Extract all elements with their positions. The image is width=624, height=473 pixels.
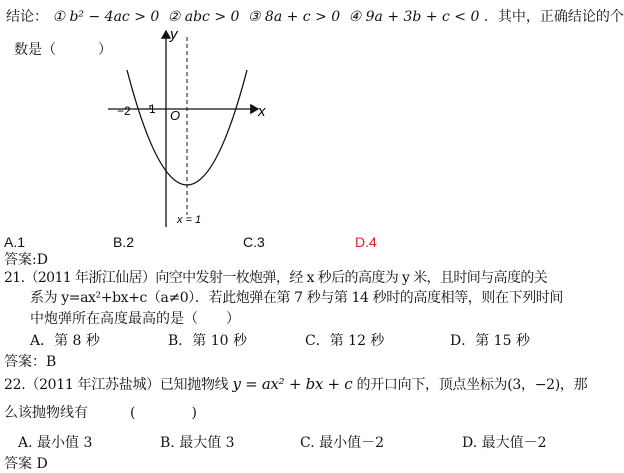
q21-option-d: D．第 15 秒 [450, 333, 530, 349]
q20-option-d: D.4 [355, 234, 377, 250]
condition-4: ④ 9a + 3b + c < 0 [348, 9, 480, 25]
q22-line-1-post: 的开口向下，顶点坐标为(3，−2)，那 [352, 377, 588, 393]
q20-option-c: C.3 [243, 234, 265, 250]
q20-option-a: A.1 [4, 234, 26, 250]
q20-option-b: B.2 [113, 234, 135, 250]
q22-line-2: 么该抛物线有 ( ) [4, 405, 197, 421]
conditions-suffix: ．其中，正确结论的个 [483, 9, 624, 25]
q21-option-b: B．第 10 秒 [168, 333, 248, 349]
conditions-prefix: 结论： [6, 9, 48, 25]
tick-label-neg2: −2 [117, 104, 131, 118]
condition-3: ③ 8a + c > 0 [247, 9, 341, 25]
q21-line-3: 中炮弹所在高度最高的是（ ） [30, 311, 240, 327]
q22-option-a: A. 最小值 3 [18, 435, 93, 451]
question-count-line: 数是（ ） [14, 42, 112, 58]
condition-1: ① b² − 4ac > 0 [52, 9, 160, 25]
q22-answer: 答案 D [4, 456, 48, 472]
q21-line-1: 21.（2011 年浙江仙居）向空中发射一枚炮弹，经 x 秒后的高度为 y 米，且时间与高度的关 [4, 270, 548, 286]
q20-answer: 答案:D [4, 252, 48, 268]
condition-2: ② abc > 0 [167, 9, 240, 25]
parabola-graph [100, 25, 280, 230]
y-axis-label: y [170, 26, 178, 43]
q22-line-1 [4, 375, 587, 394]
q21-option-c: C．第 12 秒 [305, 333, 385, 349]
q22-formula: y = ax² + bx + c [232, 375, 353, 393]
q21-line-2: 系为 y=ax²+bx+c（a≠0）．若此炮弹在第 7 秒与第 14 秒时的高度相等，则在下列时间 [30, 290, 564, 306]
q21-answer: 答案：B [4, 354, 57, 370]
q22-option-c: C. 最小值－2 [300, 435, 385, 451]
q21-option-a: A．第 8 秒 [30, 333, 100, 349]
conditions-line [6, 8, 624, 26]
q22-option-d: D. 最大值－2 [462, 435, 547, 451]
x-axis-label: x [258, 103, 266, 120]
q22-option-b: B. 最大值 3 [160, 435, 235, 451]
origin-label: O [170, 108, 181, 123]
symmetry-line-label: x = 1 [177, 214, 202, 226]
tick-label-neg1: −1 [142, 102, 156, 116]
q22-line-1-pre: 22.（2011 年江苏盐城）已知抛物线 [4, 377, 233, 393]
